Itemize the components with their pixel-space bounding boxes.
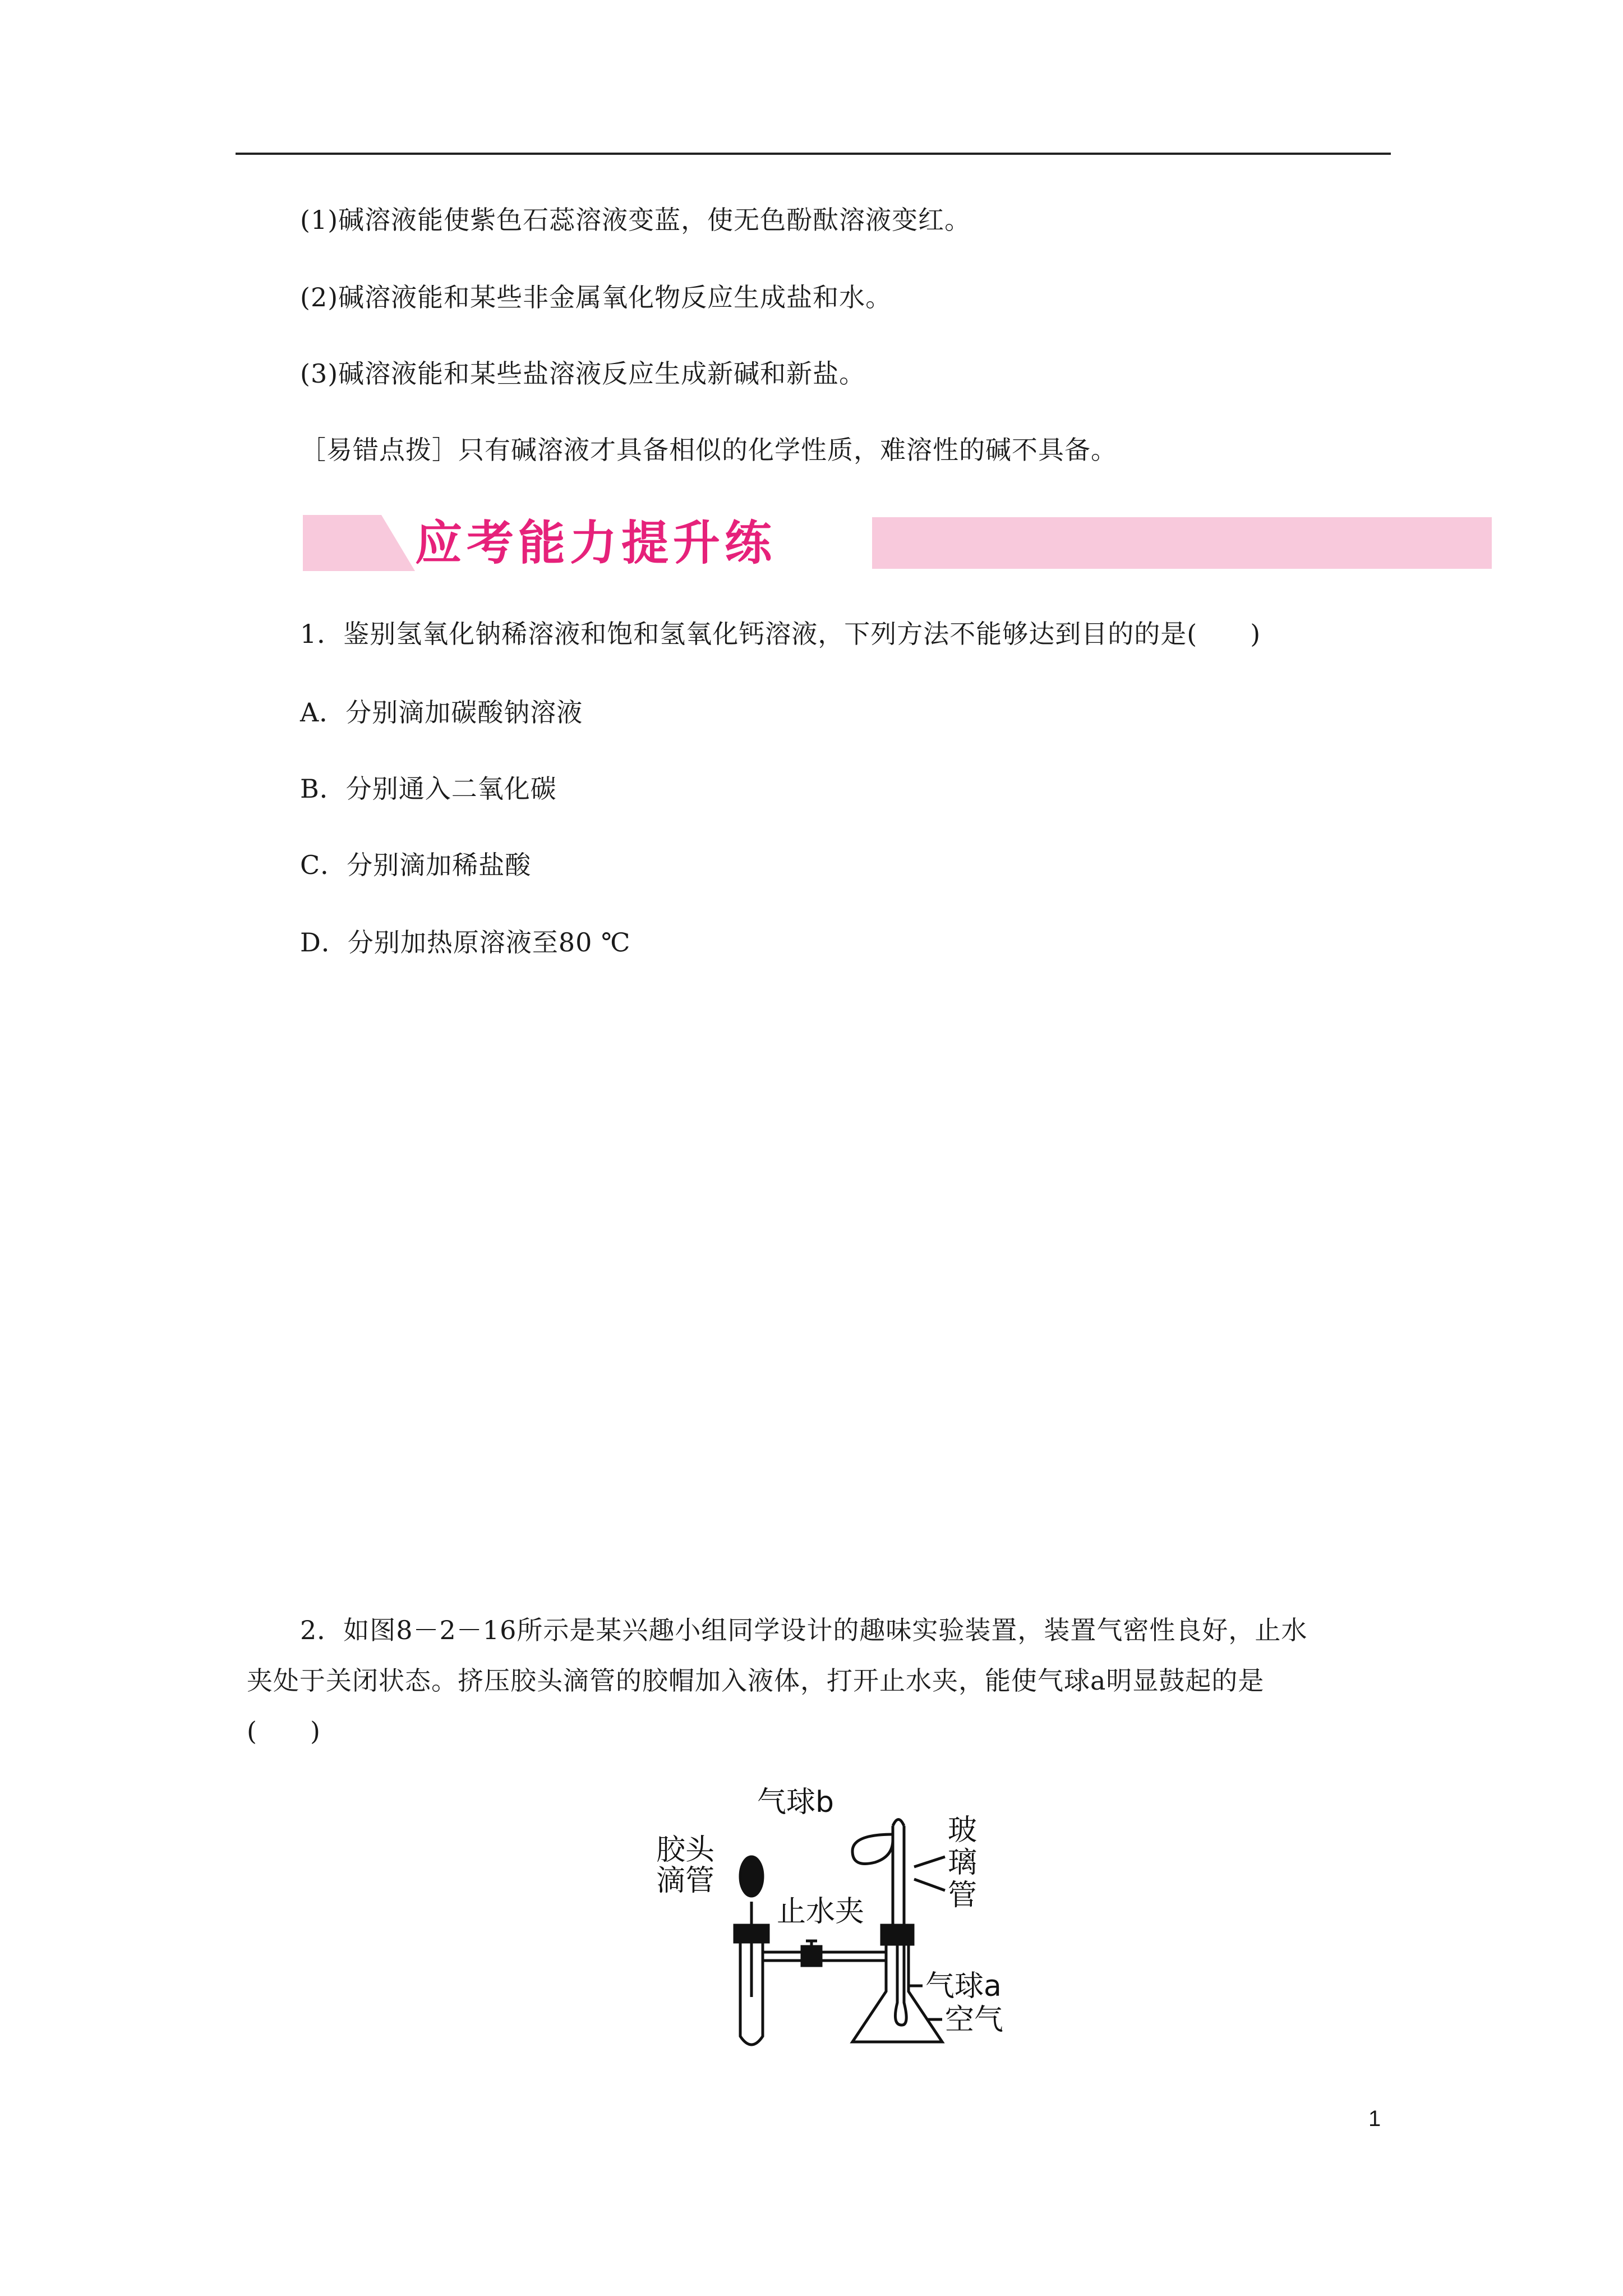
label-glass-3: 管 xyxy=(948,1879,978,1912)
property-line-3: (3)碱溶液能和某些盐溶液反应生成新碱和新盐。 xyxy=(300,358,866,389)
q1-option-d: D．分别加热原溶液至80 ℃ xyxy=(300,927,631,958)
q1-option-a: A．分别滴加碳酸钠溶液 xyxy=(300,697,583,728)
label-dropper-1: 胶头 xyxy=(656,1833,715,1867)
balloon-b-shape xyxy=(852,1834,893,1864)
q1-option-b: B．分别通入二氧化碳 xyxy=(300,774,557,804)
water-clamp xyxy=(802,1947,821,1966)
q2-line-3: ( ) xyxy=(247,1716,321,1746)
property-line-2: (2)碱溶液能和某些非金属氧化物反应生成盐和水。 xyxy=(300,282,892,312)
mistake-tip: ［易错点拨］只有碱溶液才具备相似的化学性质，难溶性的碱不具备。 xyxy=(300,435,1117,465)
section-banner xyxy=(303,515,1492,571)
label-dropper-2: 滴管 xyxy=(656,1864,715,1898)
q1-stem: 1．鉴别氢氧化钠稀溶液和饱和氢氧化钙溶液，下列方法不能够达到目的的是( ) xyxy=(300,619,1261,649)
label-balloon-b: 气球b xyxy=(757,1786,834,1819)
label-air: 空气 xyxy=(945,2003,1004,2037)
property-line-1: (1)碱溶液能使紫色石蕊溶液变蓝，使无色酚酞溶液变红。 xyxy=(300,205,971,235)
dropper-bulb xyxy=(740,1857,763,1896)
glass-pointer-1 xyxy=(914,1857,945,1867)
q2-line-2: 夹处于关闭状态。挤压胶头滴管的胶帽加入液体，打开止水夹，能使气球a明显鼓起的是 xyxy=(247,1665,1265,1696)
balloon-a-shape xyxy=(895,1941,906,2025)
header-rule xyxy=(236,153,1391,155)
label-clamp: 止水夹 xyxy=(777,1895,865,1929)
label-balloon-a: 气球a xyxy=(925,1970,1002,2003)
glass-tube-bend xyxy=(893,1820,904,1826)
q1-option-c: C．分别滴加稀盐酸 xyxy=(300,850,532,880)
label-glass-1: 玻 xyxy=(948,1814,978,1847)
section-title: 应考能力提升练 xyxy=(415,516,777,570)
connecting-tube xyxy=(763,1952,886,1961)
label-glass-2: 璃 xyxy=(948,1846,978,1880)
apparatus-figure xyxy=(651,1773,1054,2053)
glass-pointer-2 xyxy=(914,1879,945,1890)
page-number: 1 xyxy=(1368,2106,1381,2131)
apparatus-diagram xyxy=(651,1773,1054,2053)
q2-line-1: 2．如图8－2－16所示是某兴趣小组同学设计的趣味实验装置，装置气密性良好，止水 xyxy=(300,1615,1308,1645)
